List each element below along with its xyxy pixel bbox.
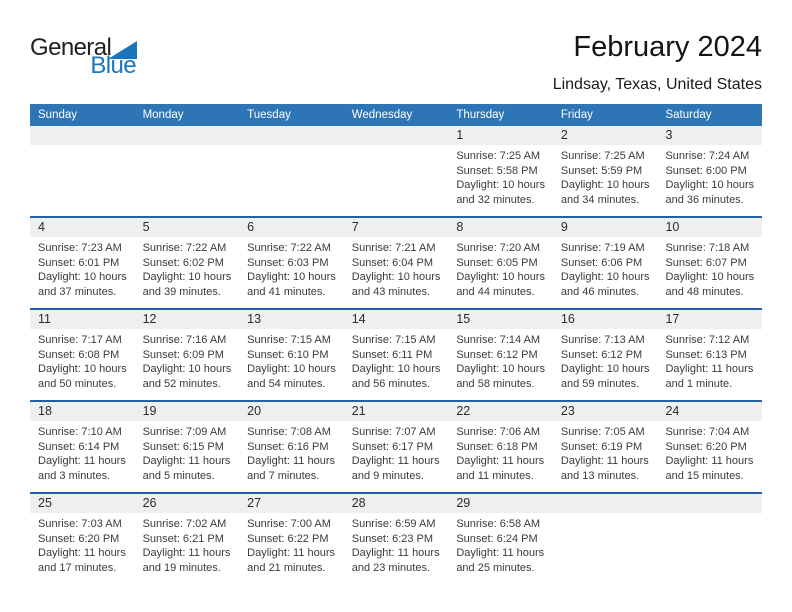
day-info (135, 329, 240, 391)
day-info (30, 513, 135, 575)
sunrise-text: Sunrise: 7:07 AM (351, 426, 436, 438)
sunrise-text: Sunrise: 7:22 AM (247, 242, 331, 254)
date-band (30, 494, 135, 513)
daylight-text-line2: and 58 minutes. (456, 377, 535, 390)
daylight-text-line1: Daylight: 11 hours (247, 455, 336, 467)
weekday-header-thursday: Thursday (456, 109, 505, 121)
daylight-text-line1: Daylight: 10 hours (665, 179, 755, 191)
sunset-text: Sunset: 6:23 PM (351, 532, 434, 545)
calendar-table (30, 104, 762, 584)
date-band (239, 218, 344, 237)
sunrise-text: Sunrise: 7:15 AM (247, 334, 331, 346)
sunset-text: Sunset: 6:05 PM (456, 256, 538, 269)
day-number: 17 (665, 312, 680, 326)
daylight-text-line1: Daylight: 11 hours (456, 455, 545, 467)
day-cell (344, 218, 449, 308)
sunset-text: Sunset: 6:10 PM (247, 348, 329, 361)
weekday-header-friday: Friday (560, 109, 593, 121)
daylight-text-line1: Daylight: 11 hours (665, 363, 754, 375)
day-number: 4 (38, 220, 45, 234)
day-info (344, 329, 449, 391)
day-info (239, 513, 344, 575)
day-cell (135, 402, 240, 492)
day-cell (135, 310, 240, 400)
daylight-text-line1: Daylight: 10 hours (247, 271, 336, 283)
day-number: 14 (351, 312, 366, 326)
day-info (135, 145, 240, 149)
day-number: 9 (560, 220, 568, 234)
daylight-text-line2: and 21 minutes. (247, 561, 326, 574)
sunrise-text: Sunrise: 7:08 AM (247, 426, 331, 438)
daylight-text-line1: Daylight: 10 hours (247, 363, 336, 375)
daylight-text-line2: and 43 minutes. (351, 285, 431, 298)
day-number: 10 (665, 220, 680, 234)
day-cell (657, 494, 762, 584)
daylight-text-line1: Daylight: 11 hours (38, 547, 126, 559)
daylight-text-line2: and 52 minutes. (142, 377, 221, 390)
day-info (448, 329, 553, 391)
daylight-text-line2: and 3 minutes. (38, 469, 111, 482)
date-band (553, 310, 658, 329)
day-cell (239, 126, 344, 216)
date-band (344, 494, 449, 513)
day-number: 19 (142, 404, 157, 418)
sunrise-text: Sunrise: 7:12 AM (665, 334, 750, 346)
day-cell (657, 310, 762, 400)
day-cell (448, 218, 553, 308)
date-band (657, 218, 762, 237)
day-cell (30, 494, 135, 584)
weekday-header-sunday: Sunday (38, 109, 78, 121)
day-number: 29 (456, 496, 471, 510)
week-row (30, 126, 762, 216)
date-band (657, 310, 762, 329)
date-band (553, 494, 658, 513)
sunrise-text: Sunrise: 6:59 AM (351, 518, 436, 530)
day-info (448, 145, 553, 207)
day-info (553, 145, 658, 207)
sunrise-text: Sunrise: 7:23 AM (38, 242, 122, 254)
sunrise-text: Sunrise: 6:58 AM (456, 518, 541, 530)
page-title: February 2024 (573, 31, 762, 63)
weekday-header-tuesday: Tuesday (247, 109, 291, 121)
sunset-text: Sunset: 6:22 PM (247, 532, 329, 545)
day-info (135, 421, 240, 483)
day-cell (553, 310, 658, 400)
date-band (344, 126, 449, 145)
date-band (448, 218, 553, 237)
date-band (135, 310, 240, 329)
sunset-text: Sunset: 6:11 PM (351, 348, 433, 361)
day-number: 15 (456, 312, 471, 326)
date-band (448, 402, 553, 421)
daylight-text-line2: and 36 minutes. (665, 193, 744, 206)
day-number: 28 (351, 496, 366, 510)
sunset-text: Sunset: 6:13 PM (665, 348, 747, 361)
sunrise-text: Sunrise: 7:14 AM (456, 334, 541, 346)
daylight-text-line1: Daylight: 11 hours (456, 547, 545, 559)
day-info (553, 421, 658, 483)
sunset-text: Sunset: 6:15 PM (142, 440, 224, 453)
daylight-text-line2: and 59 minutes. (560, 377, 640, 390)
daylight-text-line2: and 44 minutes. (456, 285, 535, 298)
day-info (553, 329, 658, 391)
sunset-text: Sunset: 6:20 PM (665, 440, 747, 453)
sunrise-text: Sunrise: 7:16 AM (142, 334, 227, 346)
sunrise-text: Sunrise: 7:18 AM (665, 242, 750, 254)
daylight-text-line1: Daylight: 11 hours (38, 455, 126, 467)
day-info (657, 329, 762, 391)
sunset-text: Sunset: 5:59 PM (560, 164, 643, 177)
sunrise-text: Sunrise: 7:09 AM (142, 426, 227, 438)
daylight-text-line2: and 46 minutes. (560, 285, 640, 298)
day-info (30, 145, 135, 149)
day-info (657, 237, 762, 299)
sunset-text: Sunset: 6:24 PM (456, 532, 538, 545)
weeks-grid (30, 126, 762, 584)
page-subtitle: Lindsay, Texas, United States (552, 76, 762, 93)
day-cell (239, 310, 344, 400)
day-info (30, 421, 135, 483)
day-number: 3 (665, 128, 673, 142)
day-info (239, 421, 344, 483)
daylight-text-line2: and 39 minutes. (142, 285, 221, 298)
sunset-text: Sunset: 6:08 PM (38, 348, 120, 361)
day-info (657, 145, 762, 207)
date-band (135, 402, 240, 421)
sunset-text: Sunset: 6:07 PM (665, 256, 747, 269)
daylight-text-line1: Daylight: 10 hours (560, 271, 650, 283)
sunset-text: Sunset: 6:06 PM (560, 256, 643, 269)
date-band (657, 494, 762, 513)
date-band (30, 126, 135, 145)
date-band (657, 402, 762, 421)
day-info (239, 237, 344, 299)
day-cell (448, 402, 553, 492)
day-cell (448, 494, 553, 584)
day-info (239, 329, 344, 391)
daylight-text-line2: and 19 minutes. (142, 561, 221, 574)
daylight-text-line1: Daylight: 10 hours (142, 363, 232, 375)
daylight-text-line2: and 17 minutes. (38, 561, 117, 574)
daylight-text-line1: Daylight: 10 hours (351, 363, 441, 375)
day-info (553, 513, 658, 517)
day-number: 13 (247, 312, 262, 326)
daylight-text-line1: Daylight: 11 hours (560, 455, 649, 467)
day-info (344, 237, 449, 299)
date-band (239, 126, 344, 145)
logo-word-general: General (30, 34, 112, 61)
date-band (239, 494, 344, 513)
daylight-text-line2: and 25 minutes. (456, 561, 535, 574)
day-number: 16 (560, 312, 575, 326)
day-cell (239, 494, 344, 584)
date-band (30, 402, 135, 421)
sunrise-text: Sunrise: 7:03 AM (38, 518, 122, 530)
date-band (239, 310, 344, 329)
sunset-text: Sunset: 6:16 PM (247, 440, 329, 453)
day-cell (657, 402, 762, 492)
sunrise-text: Sunrise: 7:25 AM (560, 150, 645, 162)
daylight-text-line2: and 32 minutes. (456, 193, 535, 206)
sunrise-text: Sunrise: 7:19 AM (560, 242, 645, 254)
sunset-text: Sunset: 6:20 PM (38, 532, 120, 545)
daylight-text-line1: Daylight: 11 hours (142, 547, 231, 559)
daylight-text-line2: and 56 minutes. (351, 377, 431, 390)
day-cell (135, 494, 240, 584)
sunset-text: Sunset: 6:02 PM (142, 256, 224, 269)
day-info (448, 513, 553, 575)
day-info (135, 513, 240, 575)
daylight-text-line1: Daylight: 10 hours (560, 179, 650, 191)
sunset-text: Sunset: 6:00 PM (665, 164, 747, 177)
sunrise-text: Sunrise: 7:00 AM (247, 518, 331, 530)
sunrise-text: Sunrise: 7:25 AM (456, 150, 541, 162)
day-cell (553, 402, 658, 492)
day-info (344, 145, 449, 149)
daylight-text-line2: and 7 minutes. (247, 469, 320, 482)
date-band (448, 310, 553, 329)
day-cell (239, 402, 344, 492)
date-band (30, 218, 135, 237)
sunrise-text: Sunrise: 7:05 AM (560, 426, 645, 438)
daylight-text-line2: and 41 minutes. (247, 285, 326, 298)
sunrise-text: Sunrise: 7:04 AM (665, 426, 750, 438)
daylight-text-line1: Daylight: 11 hours (142, 455, 231, 467)
day-info (239, 145, 344, 149)
daylight-text-line2: and 15 minutes. (665, 469, 744, 482)
daylight-text-line1: Daylight: 10 hours (38, 363, 127, 375)
daylight-text-line2: and 37 minutes. (38, 285, 117, 298)
day-info (657, 513, 762, 517)
day-number: 7 (351, 220, 359, 234)
day-info (135, 237, 240, 299)
weekday-header-saturday: Saturday (665, 109, 712, 121)
day-number: 24 (665, 404, 680, 418)
sunset-text: Sunset: 6:12 PM (456, 348, 538, 361)
day-cell (135, 218, 240, 308)
daylight-text-line2: and 5 minutes. (142, 469, 215, 482)
day-info (344, 421, 449, 483)
daylight-text-line1: Daylight: 10 hours (665, 271, 755, 283)
daylight-text-line1: Daylight: 11 hours (665, 455, 754, 467)
sunset-text: Sunset: 6:03 PM (247, 256, 329, 269)
daylight-text-line1: Daylight: 10 hours (560, 363, 650, 375)
day-info (30, 329, 135, 391)
sunset-text: Sunset: 6:09 PM (142, 348, 224, 361)
logo-word-blue: Blue (90, 52, 136, 79)
sunrise-text: Sunrise: 7:15 AM (351, 334, 436, 346)
daylight-text-line2: and 54 minutes. (247, 377, 326, 390)
date-band (135, 494, 240, 513)
daylight-text-line2: and 34 minutes. (560, 193, 640, 206)
day-info (344, 513, 449, 575)
date-band (553, 218, 658, 237)
sunset-text: Sunset: 6:04 PM (351, 256, 434, 269)
general-blue-logo (30, 36, 162, 78)
day-number: 25 (38, 496, 52, 510)
sunrise-text: Sunrise: 7:13 AM (560, 334, 645, 346)
day-cell (30, 218, 135, 308)
daylight-text-line2: and 23 minutes. (351, 561, 431, 574)
day-info (553, 237, 658, 299)
sunset-text: Sunset: 6:14 PM (38, 440, 120, 453)
daylight-text-line2: and 1 minute. (665, 377, 733, 390)
day-info (448, 421, 553, 483)
daylight-text-line1: Daylight: 10 hours (456, 179, 545, 191)
sunrise-text: Sunrise: 7:20 AM (456, 242, 541, 254)
daylight-text-line2: and 48 minutes. (665, 285, 744, 298)
day-number: 27 (247, 496, 262, 510)
week-row (30, 216, 762, 308)
daylight-text-line1: Daylight: 10 hours (38, 271, 127, 283)
day-number: 12 (142, 312, 157, 326)
day-number: 26 (142, 496, 157, 510)
day-number: 22 (456, 404, 471, 418)
weekday-header-monday: Monday (142, 109, 184, 121)
day-cell (30, 402, 135, 492)
day-cell (344, 310, 449, 400)
date-band (344, 218, 449, 237)
date-band (239, 402, 344, 421)
date-band (553, 402, 658, 421)
day-info (448, 237, 553, 299)
weekday-header-row (30, 104, 762, 126)
daylight-text-line1: Daylight: 11 hours (351, 455, 440, 467)
sunset-text: Sunset: 6:12 PM (560, 348, 643, 361)
sunset-text: Sunset: 5:58 PM (456, 164, 538, 177)
day-number: 23 (560, 404, 575, 418)
daylight-text-line1: Daylight: 11 hours (247, 547, 336, 559)
day-number: 21 (351, 404, 366, 418)
daylight-text-line2: and 13 minutes. (560, 469, 640, 482)
week-row (30, 400, 762, 492)
sunrise-text: Sunrise: 7:02 AM (142, 518, 227, 530)
day-cell (448, 126, 553, 216)
day-cell (657, 218, 762, 308)
daylight-text-line2: and 11 minutes. (456, 469, 534, 482)
sunset-text: Sunset: 6:19 PM (560, 440, 643, 453)
daylight-text-line2: and 9 minutes. (351, 469, 424, 482)
week-row (30, 492, 762, 584)
day-cell (448, 310, 553, 400)
daylight-text-line1: Daylight: 10 hours (351, 271, 441, 283)
date-band (135, 218, 240, 237)
day-cell (30, 310, 135, 400)
day-info (30, 237, 135, 299)
sunset-text: Sunset: 6:18 PM (456, 440, 538, 453)
date-band (344, 402, 449, 421)
sunrise-text: Sunrise: 7:10 AM (38, 426, 122, 438)
daylight-text-line1: Daylight: 10 hours (456, 363, 545, 375)
weekday-header-wednesday: Wednesday (351, 109, 413, 121)
date-band (553, 126, 658, 145)
daylight-text-line1: Daylight: 11 hours (351, 547, 440, 559)
sunrise-text: Sunrise: 7:21 AM (351, 242, 436, 254)
daylight-text-line1: Daylight: 10 hours (142, 271, 232, 283)
date-band (448, 494, 553, 513)
day-cell (553, 494, 658, 584)
day-cell (344, 126, 449, 216)
day-cell (553, 218, 658, 308)
day-number: 11 (38, 312, 51, 326)
day-number: 6 (247, 220, 255, 234)
day-number: 2 (560, 128, 568, 142)
day-number: 18 (38, 404, 52, 418)
day-number: 5 (142, 220, 150, 234)
day-cell (30, 126, 135, 216)
day-cell (553, 126, 658, 216)
date-band (135, 126, 240, 145)
sunrise-text: Sunrise: 7:24 AM (665, 150, 750, 162)
day-info (657, 421, 762, 483)
date-band (657, 126, 762, 145)
daylight-text-line2: and 50 minutes. (38, 377, 117, 390)
date-band (344, 310, 449, 329)
day-number: 20 (247, 404, 262, 418)
daylight-text-line1: Daylight: 10 hours (456, 271, 545, 283)
day-cell (344, 494, 449, 584)
sunset-text: Sunset: 6:01 PM (38, 256, 120, 269)
day-number: 1 (456, 128, 464, 142)
day-cell (239, 218, 344, 308)
date-band (30, 310, 135, 329)
sunrise-text: Sunrise: 7:17 AM (38, 334, 122, 346)
sunset-text: Sunset: 6:17 PM (351, 440, 434, 453)
day-cell (657, 126, 762, 216)
date-band (448, 126, 553, 145)
week-row (30, 308, 762, 400)
day-cell (344, 402, 449, 492)
sunset-text: Sunset: 6:21 PM (142, 532, 224, 545)
sunrise-text: Sunrise: 7:06 AM (456, 426, 541, 438)
day-cell (135, 126, 240, 216)
day-number: 8 (456, 220, 464, 234)
sunrise-text: Sunrise: 7:22 AM (142, 242, 227, 254)
